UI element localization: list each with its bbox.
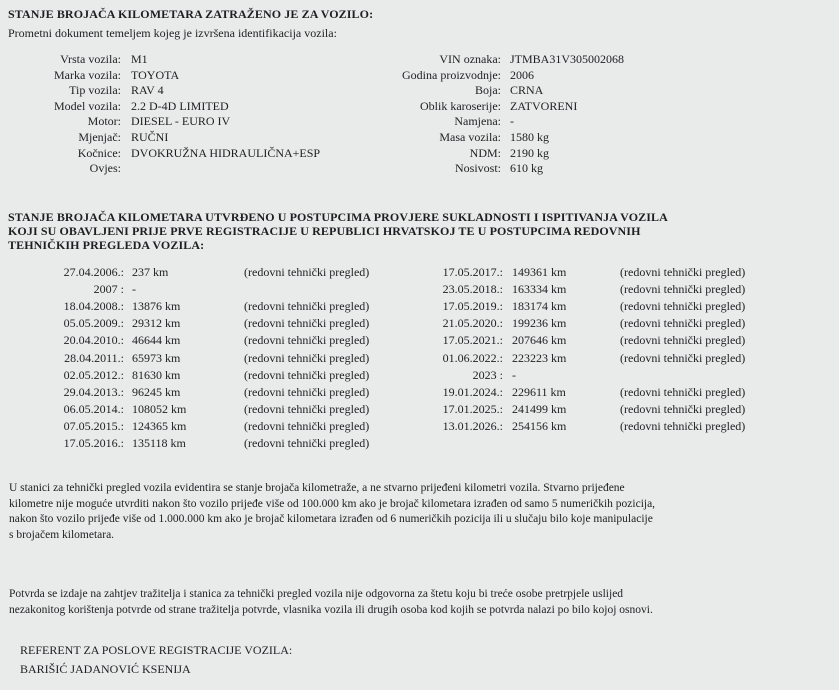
inspection-date: 07.05.2015.: bbox=[63, 418, 124, 433]
inspection-km: 96245 km bbox=[132, 384, 181, 399]
inspection-date: 13.01.2026.: bbox=[442, 418, 503, 433]
vehicle-field-value: 2190 kg bbox=[510, 145, 549, 160]
inspection-type: (redovni tehnički pregled) bbox=[620, 299, 746, 314]
inspection-date: 05.05.2009.: bbox=[63, 316, 124, 331]
inspection-date: 17.05.2017.: bbox=[442, 265, 503, 279]
vehicle-field-label: Tip vozila: bbox=[69, 83, 121, 98]
vehicle-field-label: Nosivost: bbox=[454, 161, 501, 176]
vehicle-field-value: RUČNI bbox=[131, 130, 169, 144]
inspection-date: 02.05.2012.: bbox=[63, 367, 124, 382]
vehicle-field-value: - bbox=[510, 114, 514, 129]
document-title: STANJE BROJAČA KILOMETARA ZATRAŽENO JE ZA VOZILO: bbox=[8, 7, 374, 21]
referent-role: REFERENT ZA POSLOVE REGISTRACIJE VOZILA: bbox=[20, 643, 293, 657]
inspection-date: 21.05.2020.: bbox=[442, 316, 503, 331]
inspection-km: 29312 km bbox=[132, 316, 181, 331]
inspection-type: (redovni tehnički pregled) bbox=[620, 350, 746, 365]
vehicle-field-value: 610 kg bbox=[510, 161, 543, 176]
inspection-date: 18.04.2008.: bbox=[63, 299, 124, 314]
inspection-date: 20.04.2010.: bbox=[63, 333, 124, 348]
inspection-date: 2023 : bbox=[472, 367, 503, 382]
disclaimer-line: s brojačem kilometara. bbox=[9, 528, 115, 541]
inspection-type: (redovni tehnički pregled) bbox=[620, 418, 746, 433]
inspection-type: (redovni tehnički pregled) bbox=[244, 418, 370, 433]
inspection-date: 17.05.2021.: bbox=[442, 333, 503, 348]
vehicle-field-value: RAV 4 bbox=[131, 83, 164, 98]
inspection-km: 229611 km bbox=[512, 384, 566, 399]
vehicle-field-label: Ovjes: bbox=[89, 161, 121, 176]
inspection-date: 06.05.2014.: bbox=[63, 401, 124, 416]
inspection-type: (redovni tehnički pregled) bbox=[244, 333, 370, 348]
vehicle-field-value: DIESEL - EURO IV bbox=[131, 114, 231, 129]
inspection-km: 237 km bbox=[132, 265, 169, 279]
inspection-type: (redovni tehnički pregled) bbox=[620, 265, 746, 279]
inspection-km: - bbox=[132, 282, 136, 297]
vehicle-field-value: ZATVORENI bbox=[510, 98, 578, 113]
inspection-km: 65973 km bbox=[132, 350, 181, 365]
inspection-km: 46644 km bbox=[132, 333, 181, 348]
vehicle-field-label: VIN oznaka: bbox=[439, 52, 501, 66]
vehicle-field-value: M1 bbox=[131, 52, 148, 66]
vehicle-field-label: Oblik karoserije: bbox=[420, 98, 501, 113]
inspection-type: (redovni tehnički pregled) bbox=[244, 384, 370, 399]
vehicle-field-label: Mjenjač: bbox=[78, 130, 121, 144]
inspection-type: (redovni tehnički pregled) bbox=[620, 384, 746, 399]
inspection-date: 2007 : bbox=[93, 282, 124, 297]
inspection-type: (redovni tehnički pregled) bbox=[620, 333, 746, 348]
inspection-km: 183174 km bbox=[512, 299, 567, 314]
inspection-km: 149361 km bbox=[512, 265, 567, 279]
liability-paragraph bbox=[9, 587, 799, 618]
disclaimer-line: kilometre nije moguće utvrditi nakon što vozilo prijeđe više od 100.000 km ako je brojač kilometara izrađen od samo 5 numeričkih pozicija, bbox=[9, 497, 656, 510]
inspection-date: 28.04.2011.: bbox=[64, 350, 124, 365]
inspection-date: 17.05.2016.: bbox=[63, 436, 124, 450]
inspection-type: (redovni tehnički pregled) bbox=[620, 401, 746, 416]
inspection-km: 81630 km bbox=[132, 367, 181, 382]
inspection-type: (redovni tehnički pregled) bbox=[620, 282, 746, 297]
vehicle-field-label: Model vozila: bbox=[54, 98, 121, 113]
inspection-date: 27.04.2006.: bbox=[63, 265, 124, 279]
disclaimer-line: nakon što vozilo prijeđe više od 1.000.000 km ako je brojač kilometara izrađen od 6 numeričkih pozicija ili u slučaju bilo koje manipulacije bbox=[9, 513, 653, 525]
vehicle-field-value: 1580 kg bbox=[510, 130, 549, 144]
inspection-km: 199236 km bbox=[512, 316, 567, 331]
vehicle-field-label: Boja: bbox=[475, 83, 501, 98]
inspection-km: 207646 km bbox=[512, 333, 567, 348]
inspection-km: - bbox=[512, 367, 516, 382]
section-title-line-2: KOJI SU OBAVLJENI PRIJE PRVE REGISTRACIJE U REPUBLICI HRVATSKOJ TE U POSTUPCIMA REDOVNIH bbox=[8, 224, 641, 238]
inspection-km: 254156 km bbox=[512, 418, 567, 433]
disclaimer-line: U stanici za tehnički pregled vozila evidentira se stanje brojača kilometraže, a ne stvarno prijeđeni kilometri vozila. Stvarno prijeđene bbox=[9, 482, 625, 494]
inspection-type: (redovni tehnički pregled) bbox=[244, 401, 370, 416]
inspection-type: (redovni tehnički pregled) bbox=[244, 299, 370, 314]
vehicle-field-label: Motor: bbox=[87, 114, 121, 129]
inspection-type: (redovni tehnički pregled) bbox=[244, 367, 370, 382]
inspection-type: (redovni tehnički pregled) bbox=[244, 265, 370, 279]
inspection-type: (redovni tehnički pregled) bbox=[244, 316, 370, 331]
liability-line: Potvrda se izdaje na zahtjev tražitelja i stanica za tehnički pregled vozila nije odgovorna za štetu koju bi treće osobe pretrpjele uslijed bbox=[9, 588, 624, 600]
vehicle-field-label: Vrsta vozila: bbox=[60, 52, 121, 66]
inspection-type: (redovni tehnički pregled) bbox=[244, 436, 370, 450]
vehicle-field-value: 2.2 D-4D LIMITED bbox=[131, 98, 229, 113]
section-title-line-3: TEHNIČKIH PREGLEDA VOZILA: bbox=[8, 238, 205, 252]
vehicle-field-label: Marka vozila: bbox=[54, 67, 121, 82]
inspection-km: 163334 km bbox=[512, 282, 567, 297]
inspection-date: 17.01.2025.: bbox=[442, 401, 503, 416]
inspection-date: 17.05.2019.: bbox=[442, 299, 503, 314]
vehicle-field-value: 2006 bbox=[510, 67, 534, 82]
inspection-km: 241499 km bbox=[512, 401, 567, 416]
vehicle-field-value: TOYOTA bbox=[131, 67, 180, 82]
inspection-km: 223223 km bbox=[512, 350, 567, 365]
vehicle-field-label: Masa vozila: bbox=[439, 130, 501, 144]
vehicle-field-value: JTMBA31V305002068 bbox=[510, 52, 625, 66]
inspection-type: (redovni tehnički pregled) bbox=[244, 350, 370, 365]
vehicle-field-label: Kočnice: bbox=[77, 145, 121, 160]
vehicle-field-value: DVOKRUŽNA HIDRAULIČNA+ESP bbox=[131, 145, 321, 160]
vehicle-field-value: CRNA bbox=[510, 83, 544, 98]
inspection-date: 23.05.2018.: bbox=[442, 282, 503, 297]
vehicle-field-label: Godina proizvodnje: bbox=[402, 67, 501, 82]
inspection-date: 01.06.2022.: bbox=[442, 350, 503, 365]
section-title-line-1: STANJE BROJAČA KILOMETARA UTVRĐENO U POSTUPCIMA PROVJERE SUKLADNOSTI I ISPITIVANJA VOZILA bbox=[8, 210, 668, 224]
liability-line: nezakonitog korištenja potvrde od strane tražitelja potvrde, vlasnika vozila ili drugih osoba kod kojih se potvrda nalazi po bilo kojoj osnovi. bbox=[9, 603, 653, 616]
inspection-type: (redovni tehnički pregled) bbox=[620, 316, 746, 331]
vehicle-field-label: NDM: bbox=[469, 145, 501, 160]
inspection-km: 108052 km bbox=[132, 401, 187, 416]
inspection-km: 135118 km bbox=[132, 436, 186, 450]
vehicle-field-label: Namjena: bbox=[454, 114, 501, 129]
inspection-km: 124365 km bbox=[132, 418, 187, 433]
inspection-km: 13876 km bbox=[132, 299, 181, 314]
inspection-date: 29.04.2013.: bbox=[63, 384, 124, 399]
document-subtitle: Prometni dokument temeljem kojeg je izvršena identifikacija vozila: bbox=[8, 26, 337, 40]
inspection-date: 19.01.2024.: bbox=[442, 384, 503, 399]
disclaimer-paragraph bbox=[9, 481, 799, 543]
referent-name: BARIŠIĆ JADANOVIĆ KSENIJA bbox=[20, 662, 191, 676]
